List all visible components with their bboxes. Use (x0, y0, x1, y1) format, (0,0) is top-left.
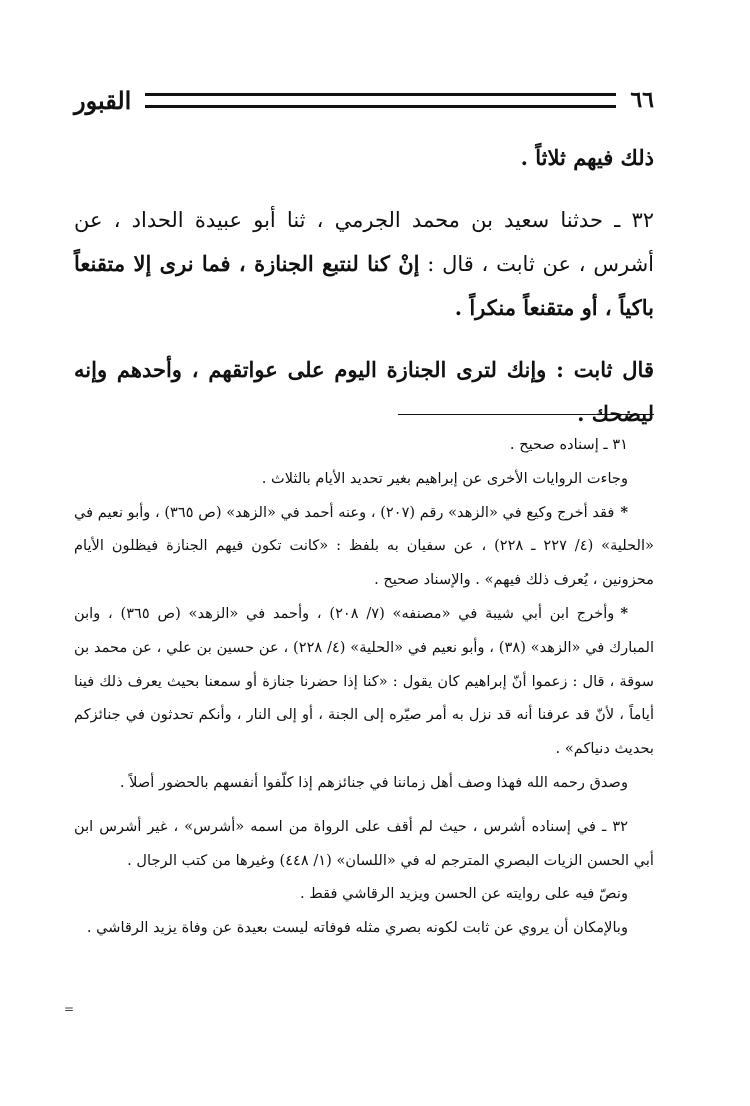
main-paragraph-1 (74, 136, 654, 180)
main-paragraph-2 (74, 198, 654, 330)
footnote-32-head: ٣٢ ـ في إسناده أشرس ، حيث لم أقف على الرواة من اسمه «أشرس» ، غير أشرس ابن أبي الحسن الزيات البصري المترجم له في «اللسان» (١/ ٤٤٨) وغيرها من كتب الرجال . (74, 817, 654, 869)
margin-mark: = (64, 1002, 75, 1016)
footnote-31-source-2-text: وأخرج ابن أبي شيبة في «مصنفه» (٧/ ٢٠٨) ، وأحمد في «الزهد» (ص ٣٦٥) ، وابن المبارك في «الزهد» (٣٨) ، وأبو نعيم في «الحلية» (٤/ ٢٢٨) ، عن حسين بن علي ، عن محمد بن سوقة ، قال : زعموا أنّ إبراهيم كان يقول : «كنا إذا حضرنا جنازة أو سمعنا بحيث يعرف ذلك فينا أياماً ، لأنّ قد عرفنا أنه قد نزل به أمر صيّره إلى الجنة ، أو إلى النار ، وأنكم تحدثون في جنائزكم بحديث دنياكم» . (74, 604, 654, 758)
hadith-32-chain: ٣٢ ـ حدثنا سعيد بن محمد الجرمي ، ثنا أبو عبيدة الحداد ، عن أشرس ، عن ثابت ، قال : (74, 208, 654, 276)
hadith-32-text: إنْ كنا لنتبع الجنازة ، فما نرى إلا متقنعاً باكياً ، أو متقنعاً منكراً . (74, 251, 654, 320)
running-title: القبور (74, 85, 132, 115)
footnote-31-line: وجاءت الروايات الأخرى عن إبراهيم بغير تحديد الأيام بالثلاث . (261, 469, 628, 487)
footnote-32-line-3: وبالإمكان أن يروي عن ثابت لكونه بصري مثله فوفاته ليست بعيدة عن وفاة يزيد الرقاشي . (86, 919, 628, 937)
footnote-32-line-2: ونصّ فيه على روايته عن الحسن ويزيد الرقاشي فقط . (299, 885, 628, 903)
thabit-quote: قال ثابت : وإنك لترى الجنازة اليوم على عواتقهم ، وأحدهم وإنه ليضحك . (74, 357, 654, 426)
main-text (74, 136, 654, 436)
footnote-31-source-1-text: فقد أخرج وكيع في «الزهد» رقم (٢٠٧) ، وعنه أحمد في «الزهد» (ص ٣٦٥) ، وأبو نعيم في «الحلية» (٤/ ٢٢٧ ـ ٢٢٨) ، عن سفيان به بلفظ : «كانت تكون فيهم الجنازة فيظلون الأيام محزونين ، يُعرف ذلك فيهم» . والإسناد صحيح . (74, 503, 654, 589)
page-number: ٦٦ (630, 87, 654, 113)
star-marker: * (620, 604, 628, 622)
continued-quote: ذلك فيهم ثلاثاً . (520, 145, 654, 170)
footnote-31-head: ٣١ ـ إسناده صحيح . (509, 436, 628, 453)
star-marker: * (620, 503, 628, 521)
footnote-31-source-2 (74, 597, 654, 766)
main-paragraph-3 (74, 348, 654, 436)
page-header (74, 82, 654, 118)
footnotes (74, 428, 654, 945)
footnote-separator (398, 414, 654, 415)
header-rule (145, 93, 616, 108)
footnote-31-comment: وصدق رحمه الله فهذا وصف أهل زماننا في جنائزهم إذا كلّفوا أنفسهم بالحضور أصلاً . (119, 773, 628, 791)
footnote-31-source-1 (74, 496, 654, 597)
